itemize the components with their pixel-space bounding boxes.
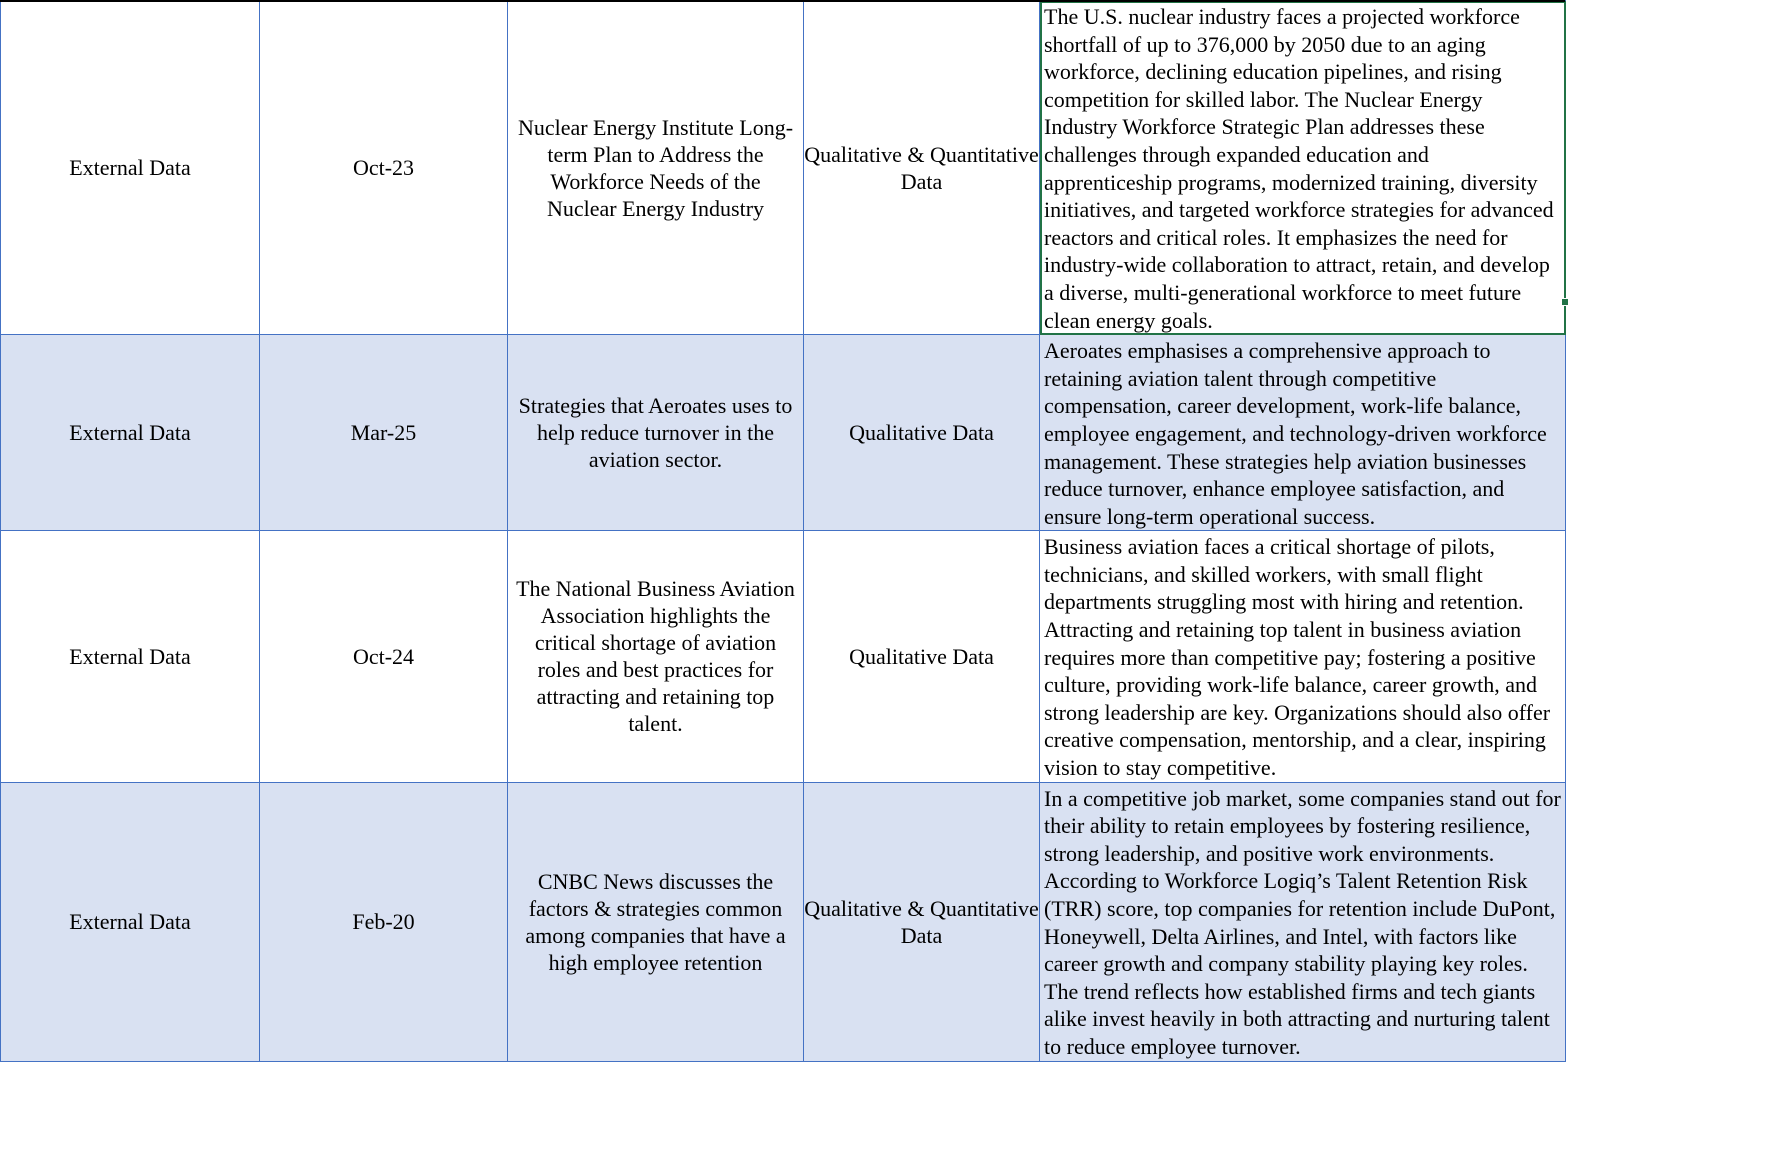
table-row bbox=[1, 531, 1566, 782]
cell-date[interactable]: Feb-20 bbox=[260, 782, 508, 1061]
cell-data-type[interactable]: Qualitative & Quantitative Data bbox=[804, 1, 1040, 335]
cell-description[interactable]: CNBC News discusses the factors & strategies common among companies that have a high employee retention bbox=[508, 782, 804, 1061]
cell-source[interactable]: External Data bbox=[1, 782, 260, 1061]
cell-source[interactable]: External Data bbox=[1, 531, 260, 782]
table-row bbox=[1, 782, 1566, 1061]
cell-date[interactable]: Oct-24 bbox=[260, 531, 508, 782]
cell-description[interactable]: Strategies that Aeroates uses to help reduce turnover in the aviation sector. bbox=[508, 335, 804, 531]
fill-handle[interactable] bbox=[1561, 298, 1569, 306]
cell-summary[interactable]: In a competitive job market, some companies stand out for their ability to retain employees by fostering resilience, strong leadership, and positive work environments. According to Workforce Logiq’s Talent Retention Risk (TRR) score, top companies for retention include DuPont, Honeywell, Delta Airlines, and Intel, with factors like career growth and company stability playing key roles. The trend reflects how established firms and tech giants alike invest heavily in both attracting and nurturing talent to reduce employee turnover. bbox=[1040, 782, 1566, 1061]
cell-source[interactable]: External Data bbox=[1, 1, 260, 335]
table-row bbox=[1, 1, 1566, 335]
cell-date[interactable]: Oct-23 bbox=[260, 1, 508, 335]
frozen-header-edge bbox=[0, 0, 1565, 2]
cell-source[interactable]: External Data bbox=[1, 335, 260, 531]
table-row bbox=[1, 335, 1566, 531]
cell-data-type[interactable]: Qualitative Data bbox=[804, 531, 1040, 782]
cell-data-type[interactable]: Qualitative Data bbox=[804, 335, 1040, 531]
empty-column-area[interactable] bbox=[1565, 0, 1765, 1149]
cell-summary[interactable]: Aeroates emphasises a comprehensive approach to retaining aviation talent through competitive compensation, career development, work-life balance, employee engagement, and technology-driven workforce management. These strategies help aviation businesses reduce turnover, enhance employee satisfaction, and ensure long-term operational success. bbox=[1040, 335, 1566, 531]
cell-summary[interactable]: Business aviation faces a critical shortage of pilots, technicians, and skilled workers, with small flight departments struggling most with hiring and retention. Attracting and retaining top talent in business aviation requires more than competitive pay; fostering a positive culture, providing work-life balance, career growth, and strong leadership are key. Organizations should also offer creative compensation, mentorship, and a clear, inspiring vision to stay competitive. bbox=[1040, 531, 1566, 782]
cell-description[interactable]: The National Business Aviation Association highlights the critical shortage of aviation roles and best practices for attracting and retaining top talent. bbox=[508, 531, 804, 782]
cell-date[interactable]: Mar-25 bbox=[260, 335, 508, 531]
cell-description[interactable]: Nuclear Energy Institute Long-term Plan to Address the Workforce Needs of the Nuclear Energy Industry bbox=[508, 1, 804, 335]
cell-summary-selected[interactable]: The U.S. nuclear industry faces a projected workforce shortfall of up to 376,000 by 2050 due to an aging workforce, declining education pipelines, and rising competition for skilled labor. The Nuclear Energy Industry Workforce Strategic Plan addresses these challenges through expanded education and apprenticeship programs, modernized training, diversity initiatives, and targeted workforce strategies for advanced reactors and critical roles. It emphasizes the need for industry-wide collaboration to attract, retain, and develop a diverse, multi-generational workforce to meet future clean energy goals. bbox=[1040, 1, 1566, 335]
cell-data-type[interactable]: Qualitative & Quantitative Data bbox=[804, 782, 1040, 1061]
